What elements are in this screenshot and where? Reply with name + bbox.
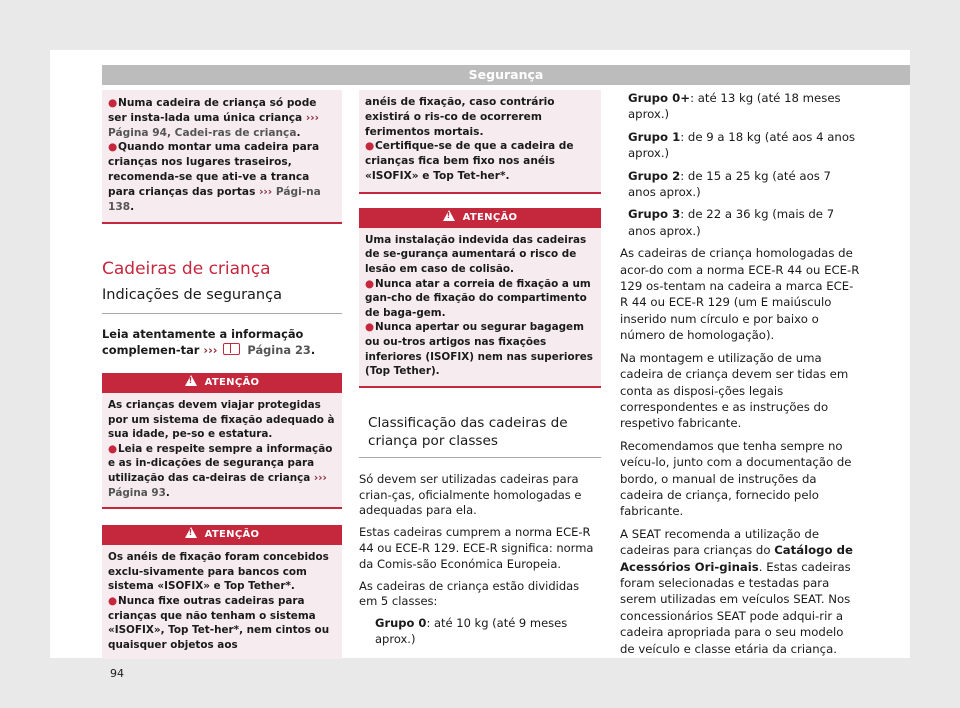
warning-continuation-box (102, 90, 342, 224)
warning-box (102, 373, 342, 509)
warning-body: As crianças devem viajar protegidas por um sistema de fixação adequado à sua idade, pe-so e estatura. ●Leia e respeite sempre a informação e as in-dicações de segurança para utilização das ca-deiras de criança ››› Página 93. (102, 393, 342, 509)
intro-text: Leia atentamente a informação complemen-tar ››› Página 23. (102, 326, 316, 357)
book-icon (223, 343, 240, 355)
group-item: Grupo 2: de 15 a 25 kg (até aos 7 anos aprox.) (628, 168, 831, 200)
page-link[interactable]: Pági-na 138 (108, 185, 321, 213)
warning-triangle-icon (443, 210, 455, 221)
warning-body: Uma instalação indevida das cadeiras de se-gurança aumentará o risco de lesão em caso de colisão. ●Nunca atar a correia de fixação a um gan-cho de fixação do compartimento de baga-gem. ●Nunca apertar ou segurar bagagem ou ou-tros artigos nas fixações inferiores (ISOFIX) nem nas superiores (Top Tether). (359, 228, 601, 388)
paragraph: Estas cadeiras cumprem a norma ECE-R 44 ou ECE-R 129. ECE-R significa: norma da Comis-são Económica Europeia. (359, 525, 594, 571)
section-title: Classificação das cadeiras de criança por classes (359, 414, 601, 458)
bullet-icon: ● (365, 277, 375, 290)
paragraph: As cadeiras de criança estão divididas em 5 classes: (359, 578, 580, 609)
bullet-item: ●Nunca apertar ou segurar bagagem ou ou-tros artigos nas fixações inferiores (ISOFIX) nem nas superiores (Top Tether). (365, 321, 593, 378)
paragraph: A SEAT recomenda a utilização de cadeiras para crianças do Catálogo de Acessórios Ori-ginais. Estas cadeiras foram selecionadas e testadas para serem utilizadas em veículos SEAT. Nos concessionários SEAT pode adqui-rir a cadeira apropriada para o seu modelo de veículo e classe etária da criança. (620, 526, 853, 656)
bullet-icon: ● (108, 141, 118, 154)
warning-triangle-icon (185, 375, 197, 386)
link-arrows-icon: ››› (203, 342, 218, 357)
warning-box (102, 525, 342, 659)
link-arrows-icon: ››› (305, 111, 319, 124)
warning-header: !ATENÇÃO (102, 525, 342, 545)
column-left (102, 90, 342, 659)
bullet-item: ●Certifique-se de que a cadeira de crianças fica bem fixo nos anéis «ISOFIX» e Top Tet-her*. (365, 140, 574, 182)
section-header: Segurança (102, 65, 910, 85)
group-item: Grupo 0+: até 13 kg (até 18 meses aprox.) (628, 91, 841, 122)
bullet-icon: ● (108, 97, 118, 109)
page-number: 94 (110, 667, 124, 680)
column-right (620, 90, 860, 663)
group-item: Grupo 1: de 9 a 18 kg (até aos 4 anos aprox.) (628, 129, 856, 161)
paragraph: Na montagem e utilização de uma cadeira de criança devem ser tidas em conta as disposi-ções legais correspondentes e as instruções do respetivo fabricante. (620, 350, 849, 431)
page-link[interactable]: Página 23 (247, 342, 311, 357)
page-link[interactable]: Página 93 (108, 486, 166, 499)
paragraph: Recomendamos que tenha sempre no veícu-lo, junto com a documentação de bordo, o manual de instruções da cadeira de criança, fornecido pelo fabricante. (620, 438, 852, 519)
bullet-item: ●Quando montar uma cadeira para crianças nos lugares traseiros, recomenda-se que ati-ve a tranca para crianças das portas ››› Pági-na 138. (108, 141, 321, 213)
column-middle (359, 90, 601, 654)
group-item: Grupo 3: de 22 a 36 kg (mais de 7 anos aprox.) (628, 207, 835, 238)
page-link[interactable]: Página 94, Cadei-ras de criança (108, 126, 297, 139)
paragraph: As cadeiras de criança homologadas de acor-do com a norma ECE-R 44 ou ECE-R 129 os-tentam na cadeira a marca ECE-R 44 ou ECE-R 129 (um E maiúsculo inserido num círculo e por baixo o número de homologação). (620, 246, 860, 343)
link-arrows-icon: ››› (313, 471, 327, 484)
manual-page (50, 50, 910, 680)
section-subtitle: Indicações de segurança (102, 288, 342, 314)
warning-triangle-icon (185, 527, 197, 538)
link-arrows-icon: ››› (259, 185, 273, 198)
warning-continuation-box: anéis de fixação, caso contrário existirá o ris-co de ocorrerem ferimentos mortais. ●Certifique-se de que a cadeira de crianças fica bem fixo nos anéis «ISOFIX» e Top Tet-her*. (359, 90, 601, 194)
group-item: Grupo 0: até 10 kg (até 9 meses aprox.) (375, 616, 568, 646)
bullet-icon: ● (108, 594, 118, 607)
warning-box (359, 208, 601, 388)
bullet-icon: ● (365, 321, 375, 334)
bullet-item: ●Leia e respeite sempre a informação e as in-dicações de segurança para utilização das ca-deiras de criança ››› Página 93. (108, 442, 333, 499)
chapter-title: Cadeiras de criança (102, 259, 271, 280)
warning-header: !ATENÇÃO (102, 373, 342, 393)
bullet-item: ●Nunca fixe outras cadeiras para crianças que não tenham o sistema «ISOFIX», Top Tet-her*, nem cintos ou quaisquer objetos aos (108, 594, 330, 651)
bullet-item: ●Numa cadeira de criança só pode ser insta-lada uma única criança ››› Página 94, Cadei-ras de criança. (108, 97, 319, 139)
warning-body: Os anéis de fixação foram concebidos exclu-sivamente para bancos com sistema «ISOFIX» e Top Tether*. ●Nunca fixe outras cadeiras para crianças que não tenham o sistema «ISOFIX», Top Tet-her*, nem cintos ou quaisquer objetos aos (102, 545, 342, 659)
bullet-item: ●Nunca atar a correia de fixação a um gan-cho de fixação do compartimento de baga-gem. (365, 277, 591, 319)
paragraph: Só devem ser utilizadas cadeiras para crian-ças, oficialmente homologadas e adequadas para ela. (359, 471, 582, 518)
warning-header: !ATENÇÃO (359, 208, 601, 228)
bullet-icon: ● (365, 140, 375, 153)
bullet-icon: ● (108, 442, 118, 455)
